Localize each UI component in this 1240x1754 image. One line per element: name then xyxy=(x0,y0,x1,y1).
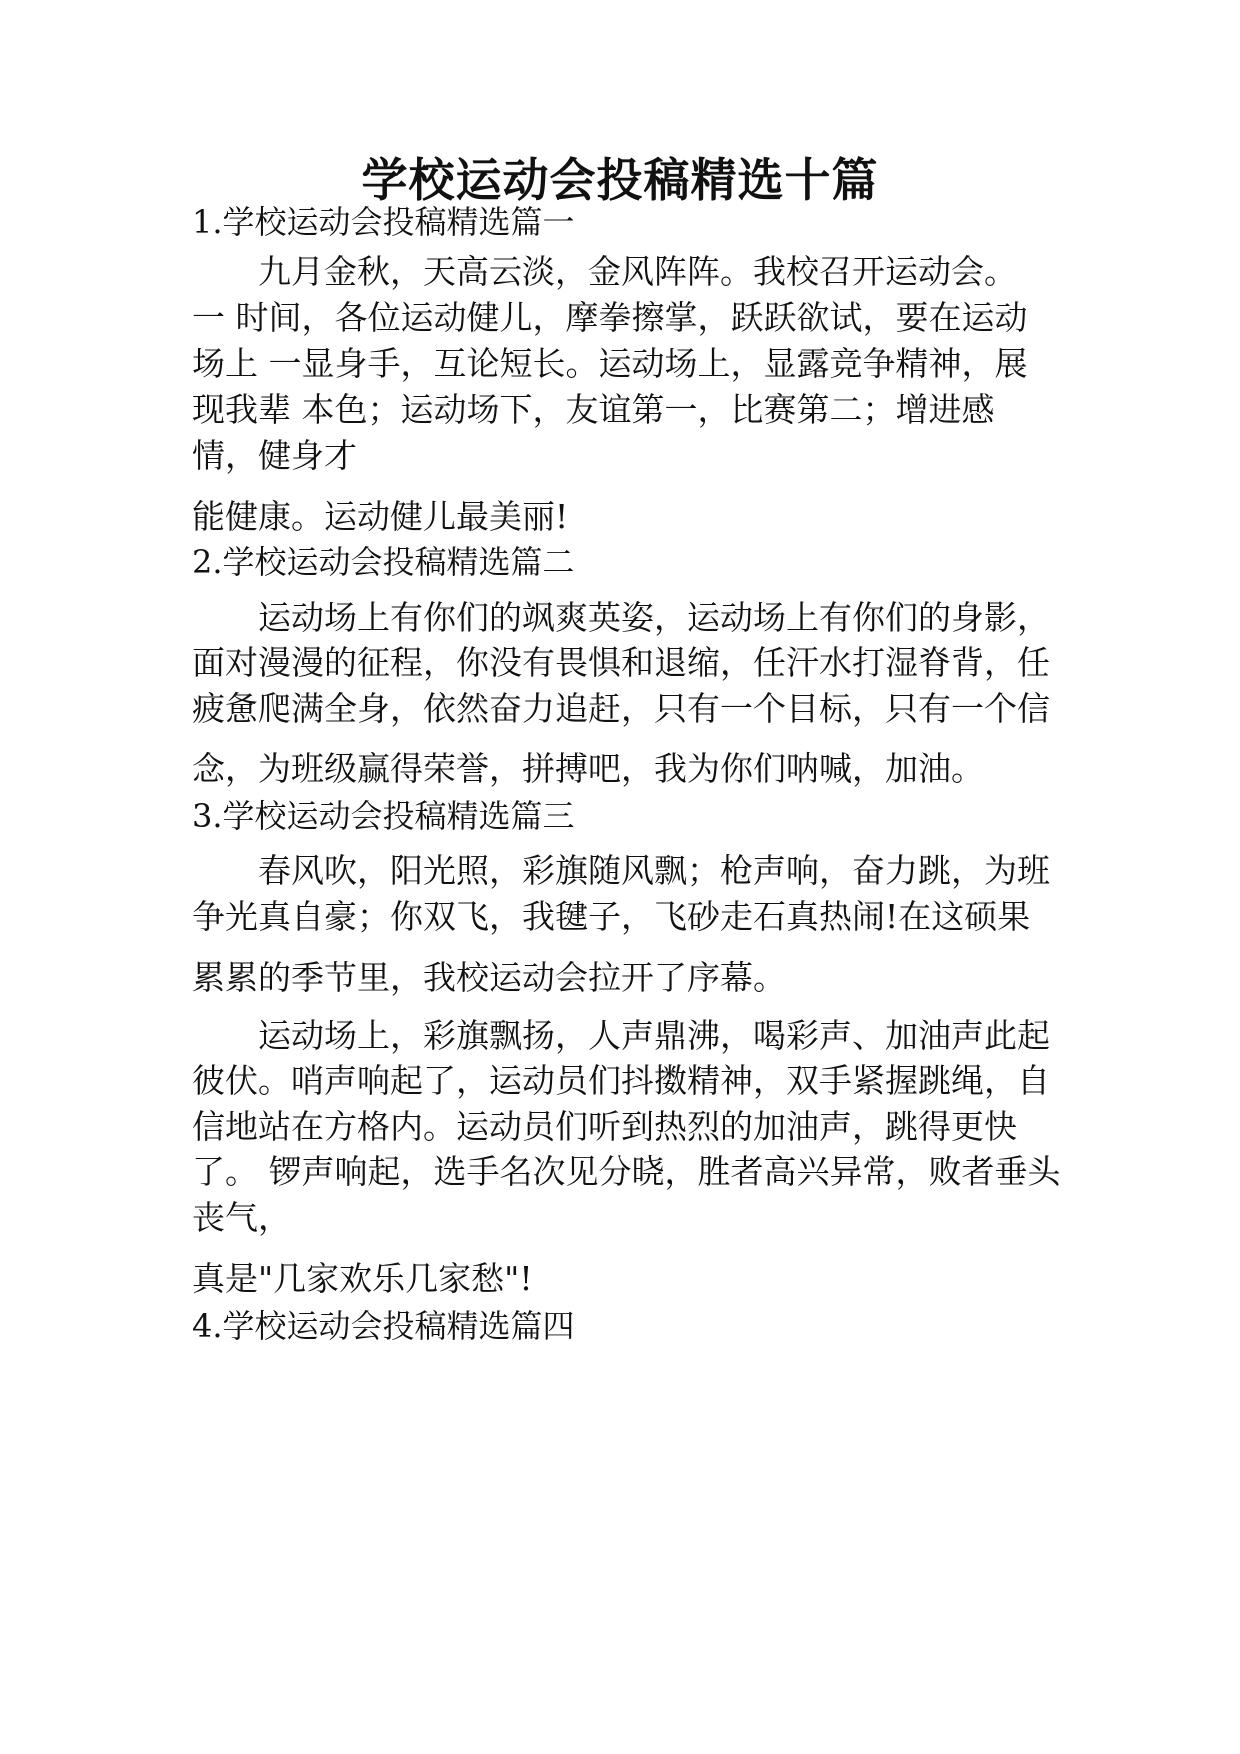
document-title: 学校运动会投稿精选十篇 xyxy=(361,153,879,207)
paragraph-line: 春风吹，阳光照，彩旗随风飘；枪声响，奋力跳，为班 xyxy=(258,851,1050,890)
paragraph-line: 疲惫爬满全身，依然奋力追赶，只有一个目标，只有一个信 xyxy=(192,689,1050,728)
paragraph-line: 九月金秋，天高云淡，金风阵阵。我校召开运动会。 xyxy=(258,252,1017,291)
paragraph-line: 现我辈 本色；运动场下，友谊第一，比赛第二；增进感 xyxy=(192,390,995,429)
paragraph-line: 一 时间，各位运动健儿，摩拳擦掌，跃跃欲试，要在运动 xyxy=(192,298,1028,337)
paragraph-line: 运动场上，彩旗飘扬，人声鼎沸，喝彩声、加油声此起 xyxy=(258,1016,1050,1055)
paragraph-line: 彼伏。哨声响起了，运动员们抖擞精神，双手紧握跳绳，自 xyxy=(192,1061,1050,1100)
paragraph-line: 丧气， xyxy=(192,1198,291,1237)
paragraph-line: 面对漫漫的征程，你没有畏惧和退缩，任汗水打湿脊背，任 xyxy=(192,643,1050,682)
paragraph-line: 运动场上有你们的飒爽英姿，运动场上有你们的身影， xyxy=(258,598,1050,637)
paragraph-line: 真是"几家欢乐几家愁"! xyxy=(192,1259,533,1298)
paragraph-line: 场上 一显身手，互论短长。运动场上，显露竞争精神，展 xyxy=(192,344,1028,383)
paragraph-line: 信地站在方格内。运动员们听到热烈的加油声，跳得更快 xyxy=(192,1107,1017,1146)
section-heading: 2.学校运动会投稿精选篇二 xyxy=(192,543,575,581)
paragraph-line: 能健康。运动健儿最美丽! xyxy=(192,497,569,536)
section-heading: 3.学校运动会投稿精选篇三 xyxy=(192,797,575,835)
paragraph-line: 争光真自豪；你双飞，我毽子，飞砂走石真热闹!在这硕果 xyxy=(192,897,1031,936)
section-heading: 4.学校运动会投稿精选篇四 xyxy=(192,1307,575,1345)
section-heading: 1.学校运动会投稿精选篇一 xyxy=(192,203,575,241)
paragraph-line: 情，健身才 xyxy=(192,436,357,475)
paragraph-line: 了。 锣声响起，选手名次见分晓，胜者高兴异常，败者垂头 xyxy=(192,1152,1061,1191)
paragraph-line: 累累的季节里，我校运动会拉开了序幕。 xyxy=(192,958,786,997)
paragraph-line: 念，为班级赢得荣誉，拼搏吧，我为你们呐喊，加油。 xyxy=(192,749,984,788)
